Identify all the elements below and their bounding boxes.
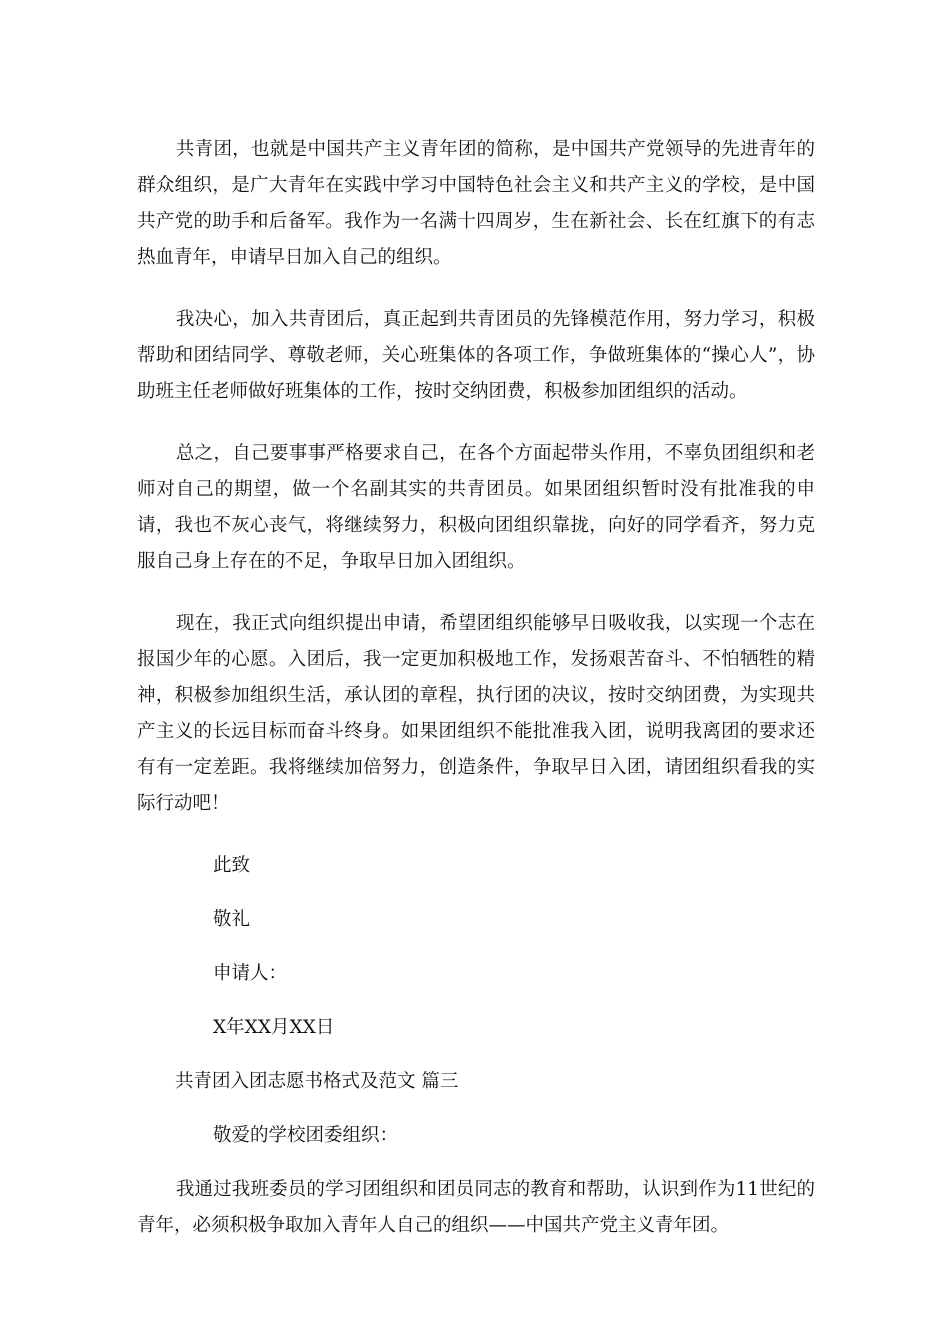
paragraph-1: 共青团，也就是中国共产主义青年团的简称，是中国共产党领导的先进青年的群众组织，是广大青年在实践中学习中国特色社会主义和共产主义的学校，是中国共产党的助手和后备军。我作为一名满十四周岁，生在新社会、长在红旗下的有志热血青年，申请早日加入自己的组织。 (137, 139, 815, 268)
date-line: X年XX月XX日 (213, 1017, 335, 1038)
paragraph-3: 总之，自己要事事严格要求自己，在各个方面起带头作用，不辜负团组织和老师对自己的期望，做一个名副其实的共青团员。如果团组织暂时没有批准我的申请，我也不灰心丧气，将继续努力，积极向团组织靠拢，向好的同学看齐，努力克服自己身上存在的不足，争取早日加入团组织。 (137, 443, 815, 572)
section3-greeting: 敬爱的学校团委组织： (213, 1125, 399, 1146)
salutation-cizhi: 此致 (213, 855, 251, 876)
section-heading: 共青团入团志愿书格式及范文 篇三 (175, 1071, 459, 1092)
paragraph-2: 我决心，加入共青团后，真正起到共青团员的先锋模范作用，努力学习，积极帮助和团结同学、尊敬老师，关心班集体的各项工作，争做班集体的“操心人”，协助班主任老师做好班集体的工作，按时交纳团费，积极参加团组织的活动。 (137, 309, 815, 402)
applicant-line: 申请人： (213, 963, 288, 984)
section3-paragraph-1: 我通过我班委员的学习团组织和团员同志的教育和帮助，认识到作为11世纪的青年，必须积极争取加入青年人自己的组织——中国共产党主义青年团。 (137, 1179, 815, 1236)
paragraph-4: 现在，我正式向组织提出申请，希望团组织能够早日吸收我，以实现一个志在报国少年的心愿。入团后，我一定更加积极地工作，发扬艰苦奋斗、不怕牺牲的精神，积极参加组织生活，承认团的章程，执行团的决议，按时交纳团费，为实现共产主义的长远目标而奋斗终身。如果团组织不能批准我入团，说明我离团的要求还有有一定差距。我将继续加倍努力，创造条件，争取早日入团，请团组织看我的实际行动吧！ (137, 613, 815, 814)
document-body (137, 132, 815, 1244)
salutation-jingli: 敬礼 (213, 909, 251, 930)
